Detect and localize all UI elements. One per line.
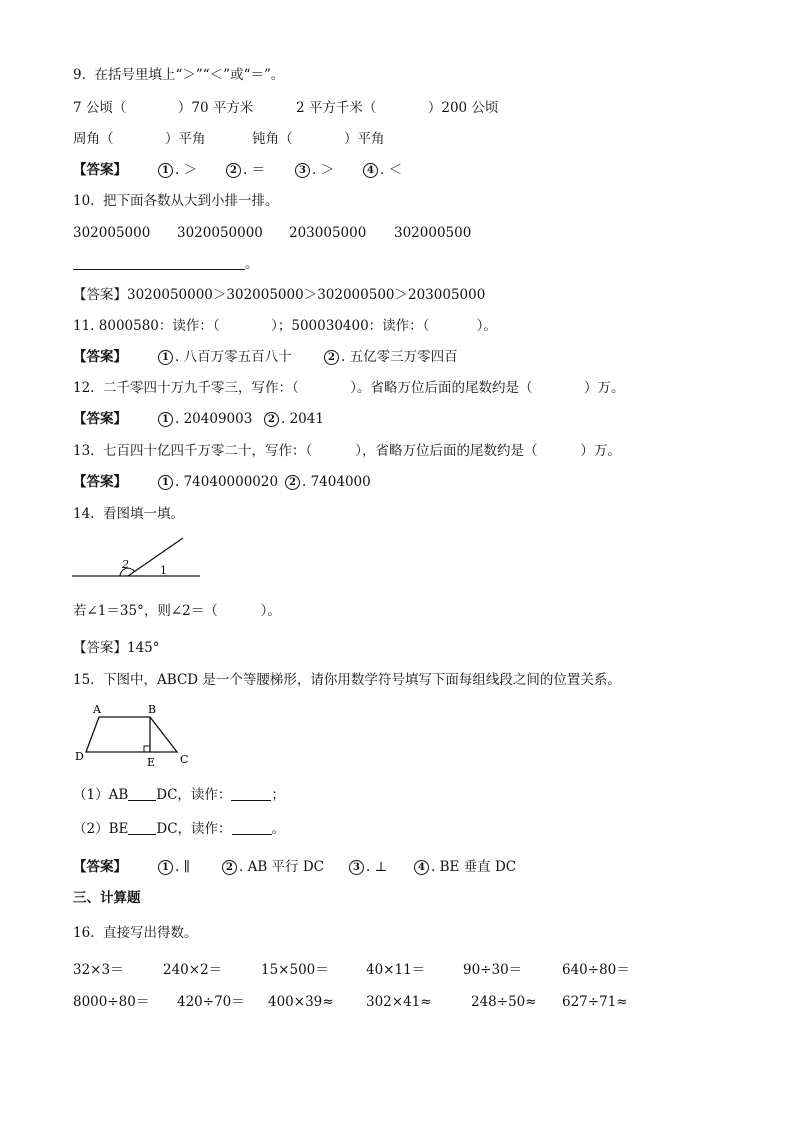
period: 。 [245, 256, 259, 272]
part-middle: DC，读作： [156, 821, 232, 837]
answer-tag: 【答案】 [73, 162, 127, 178]
trapezoid-figure [72, 702, 196, 770]
circled-number-icon: 4 [363, 163, 378, 178]
q10-title: 10. 把下面各数从大到小排一排。 [73, 193, 279, 209]
answer-blank [232, 822, 272, 835]
answer-text: . 74040000020 [175, 474, 279, 490]
part-middle: DC，读作： [156, 787, 232, 803]
vertex-a: A [93, 703, 101, 716]
calc-item: 420÷70＝ [177, 994, 245, 1010]
answer-item [158, 410, 252, 428]
answer-item [222, 858, 324, 876]
q14-title: 14. 看图填一填。 [73, 506, 185, 522]
circled-number-icon: 1 [158, 163, 173, 178]
circled-number-icon: 1 [158, 350, 173, 365]
part-prefix: （2）BE [73, 821, 129, 837]
q9-item-3: 周角（ ）平角 [73, 131, 206, 147]
q15-part-2 [73, 820, 285, 838]
answer-blank [128, 788, 156, 801]
part-prefix: （1）AB [73, 787, 129, 803]
answer-tag: 【答案】 [73, 859, 127, 875]
answer-item [158, 161, 197, 179]
q14-question: 若∠1＝35°，则∠2＝（ ）。 [73, 603, 281, 619]
calc-item: 90÷30＝ [463, 962, 523, 978]
answer-item [158, 348, 292, 366]
answer-text: . ＞ [175, 162, 198, 178]
answer-item [158, 473, 278, 491]
angle-1-label: 1 [160, 564, 167, 577]
q11-title: 11. 8000580：读作：（ ）；500030400：读作：（ ）。 [73, 318, 497, 334]
circled-number-icon: 3 [295, 163, 310, 178]
circled-number-icon: 3 [349, 860, 364, 875]
answer-tag: 【答案】 [73, 474, 127, 490]
q10-number: 302005000 [73, 225, 151, 241]
q16-title: 16. 直接写出得数。 [73, 925, 198, 941]
answer-item [349, 858, 387, 876]
answer-text: . 2041 [281, 411, 324, 427]
answer-text: . 7404000 [302, 474, 371, 490]
circled-number-icon: 4 [414, 860, 429, 875]
circled-number-icon: 1 [158, 860, 173, 875]
calc-item: 15×500＝ [261, 962, 329, 978]
answer-text: . ＞ [312, 162, 335, 178]
calc-item: 302×41≈ [366, 994, 432, 1010]
answer-item [285, 473, 371, 491]
part-end: ； [271, 787, 285, 803]
answer-text: . 20409003 [175, 411, 253, 427]
calc-item: 400×39≈ [268, 994, 334, 1010]
calc-item: 248÷50≈ [471, 994, 537, 1010]
circled-number-icon: 1 [158, 475, 173, 490]
ray-line [128, 538, 183, 576]
answer-tag: 【答案】 [73, 411, 127, 427]
vertex-c: C [180, 753, 189, 766]
q10-answer-line [73, 255, 259, 273]
circled-number-icon: 2 [222, 860, 237, 875]
q10-answer: 【答案】3020050000＞302005000＞302000500＞203005000 [73, 287, 486, 303]
q9-item-4: 钝角（ ）平角 [252, 131, 385, 147]
q10-number: 302000500 [394, 225, 472, 241]
calc-item: 240×2＝ [163, 962, 223, 978]
answer-item [363, 161, 402, 179]
answer-blank [231, 788, 271, 801]
part-end: 。 [271, 821, 286, 837]
trapezoid-shape [86, 717, 177, 752]
answer-blank [128, 822, 156, 835]
vertex-b: B [148, 703, 157, 716]
circled-number-icon: 2 [285, 475, 300, 490]
q13-title: 13. 七百四十亿四千万零二十，写作：（ ），省略万位后面的尾数约是（ ）万。 [73, 443, 621, 459]
circled-number-icon: 2 [324, 350, 339, 365]
q12-title: 12. 二千零四十万九千零三，写作：（ ）。省略万位后面的尾数约是（ ）万。 [73, 380, 625, 396]
calc-item: 32×3＝ [73, 962, 124, 978]
q9-item-2: 2 平方千米（ ）200 公顷 [296, 100, 499, 116]
q15-title: 15. 下图中，ABCD 是一个等腰梯形，请你用数学符号填写下面每组线段之间的位置关系。 [73, 672, 621, 688]
answer-item [264, 410, 324, 428]
answer-item [295, 161, 334, 179]
q15-part-1 [73, 786, 285, 804]
answer-item [414, 858, 516, 876]
answer-text: . ＝ [243, 162, 266, 178]
circled-number-icon: 1 [158, 412, 173, 427]
calc-item: 8000÷80＝ [73, 994, 150, 1010]
answer-text: . AB 平行 DC [239, 859, 324, 875]
circled-number-icon: 2 [264, 412, 279, 427]
answer-tag: 【答案】 [73, 349, 127, 365]
answer-text: . ⊥ [366, 859, 388, 875]
q9-item-1: 7 公顷（ ）70 平方米 [73, 100, 254, 116]
section-heading: 三、计算题 [73, 890, 141, 906]
vertex-d: D [75, 750, 84, 763]
answer-item [324, 348, 458, 366]
answer-text: . ＜ [380, 162, 403, 178]
q14-answer: 【答案】145° [73, 640, 160, 656]
answer-text: . 八百万零五百八十 [175, 349, 292, 365]
circled-number-icon: 2 [226, 163, 241, 178]
calc-item: 40×11＝ [366, 962, 426, 978]
q9-title: 9. 在括号里填上“＞”“＜”或“＝”。 [73, 67, 285, 83]
calc-item: 627÷71≈ [562, 994, 628, 1010]
vertex-e: E [147, 756, 156, 769]
answer-item [226, 161, 265, 179]
q10-number: 203005000 [289, 225, 367, 241]
answer-text: . 五亿零三万零四百 [341, 349, 458, 365]
angle-2-label: 2 [122, 558, 129, 571]
answer-item [158, 858, 190, 876]
angle-figure [70, 534, 204, 580]
right-angle-mark [144, 746, 150, 752]
calc-item: 640÷80＝ [562, 962, 630, 978]
answer-blank [73, 257, 245, 270]
answer-text: . BE 垂直 DC [431, 859, 517, 875]
answer-text: . ∥ [175, 859, 190, 875]
q10-number: 3020050000 [177, 225, 263, 241]
